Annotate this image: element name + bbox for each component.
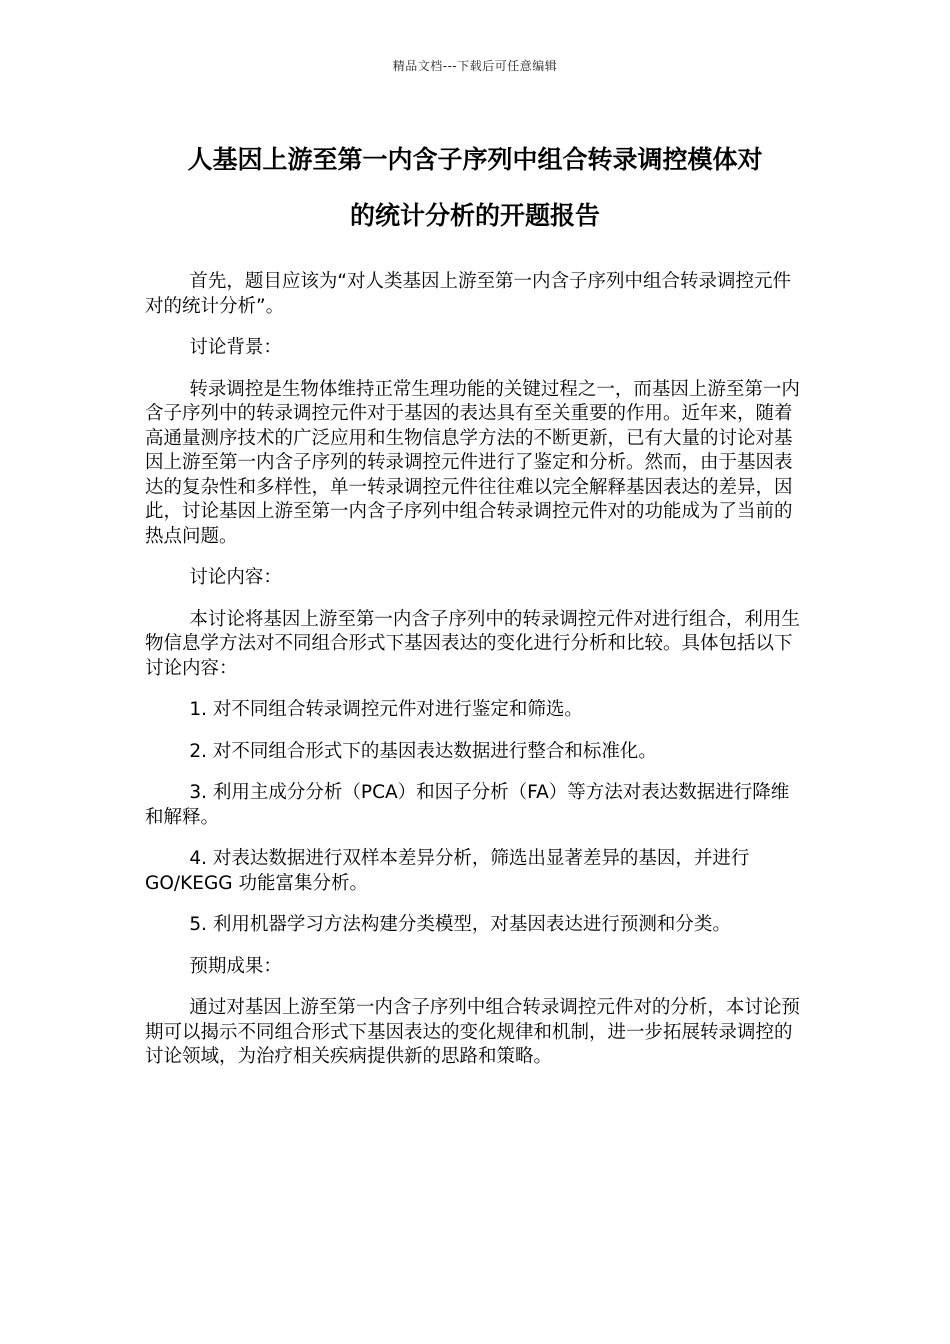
heading-content: 讨论内容： [189,567,282,588]
heading-background: 讨论背景： [189,337,282,358]
document-title [145,132,805,244]
list-item-1: 1. 对不同组合转录调控元件对进行鉴定和筛选。 [189,699,583,720]
list-item-3: 3. 利用主成分分析（PCA）和因子分析（FA）等方法对表达数据进行降维和解释。 [145,782,790,828]
list-item-4: 4. 对表达数据进行双样本差异分析，筛选出显著差异的基因，并进行 GO/KEGG 功能富集分析。 [145,848,750,894]
list-item-5: 5. 利用机器学习方法构建分类模型，对基因表达进行预测和分类。 [189,914,731,935]
document-body [145,270,805,1087]
paragraph-background: 转录调控是生物体维持正常生理功能的关键过程之一，而基因上游至第一内含子序列中的转录调控元件对于基因的表达具有至关重要的作用。近年来，随着高通量测序技术的广泛应用和生物信息学方法的不断更新，已有大量的讨论对基因上游至第一内含子序列的转录调控元件进行了鉴定和分析。然而，由于基因表达的复杂性和多样性，单一转录调控元件往往难以完全解释基因表达的差异，因此，讨论基因上游至第一内含子序列中组合转录调控元件对的功能成为了当前的热点问题。 [145,378,800,547]
header-note: 精品文档---下载后可任意编辑 [392,59,558,73]
title-line-1: 人基因上游至第一内含子序列中组合转录调控模体对 [187,145,763,174]
heading-results: 预期成果： [189,955,282,977]
paragraph-results: 通过对基因上游至第一内含子序列中组合转录调控元件对的分析，本讨论预期可以揭示不同组合形式下基因表达的变化规律和机制，进一步拓展转录调控的讨论领域，为治疗相关疾病提供新的思路和策略。 [145,997,800,1067]
paragraph-content: 本讨论将基因上游至第一内含子序列中的转录调控元件对进行组合，利用生物信息学方法对不同组合形式下基因表达的变化进行分析和比较。具体包括以下讨论内容： [145,608,800,679]
list-item-2: 2. 对不同组合形式下的基因表达数据进行整合和标准化。 [189,740,657,762]
title-line-2: 的统计分析的开题报告 [349,201,600,230]
paragraph-intro: 首先，题目应该为“对人类基因上游至第一内含子序列中组合转录调控元件对的统计分析”。 [145,271,791,317]
